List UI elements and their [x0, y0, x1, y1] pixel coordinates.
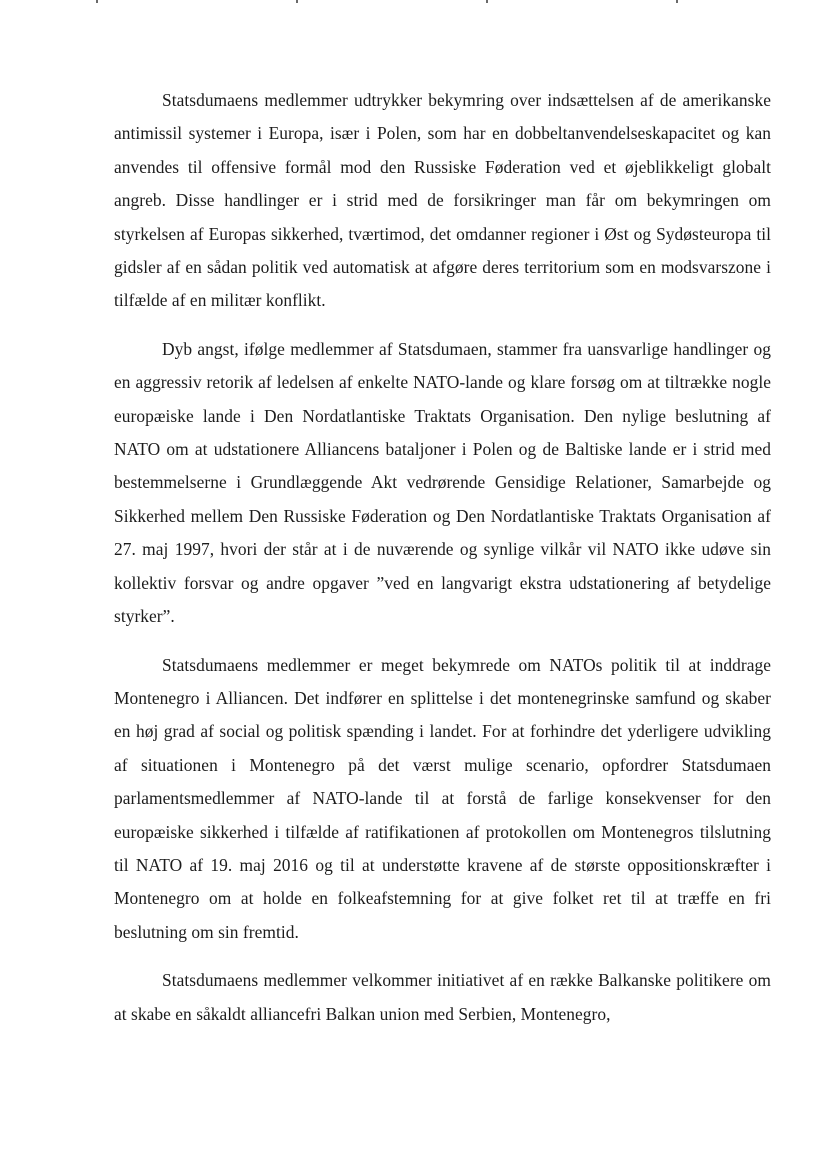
paragraph-balkan-union: Statsdumaens medlemmer velkommer initiativet af en række Balkanske politikere om at skabe en såkaldt alliancefri Balkan union med Serbien, Montenegro, [114, 970, 771, 1024]
document-body [114, 84, 771, 1046]
paragraph-montenegro-accession: Statsdumaens medlemmer er meget bekymrede om NATOs politik til at inddrage Montenegro i Alliancen. Det indfører en splittelse i det montenegrinske samfund og skaber en høj grad af social og politisk spænding i landet. For at forhindre det yderligere udvikling af situationen i Montenegro på det værst mulige scenario, opfordrer Statsdumaen parlamentsmedlemmer af NATO-lande til at forstå de farlige konsekvenser for den europæiske sikkerhed i tilfælde af ratifikationen af protokollen om Montenegros tilslutning til NATO af 19. maj 2016 og til at understøtte kravene af de største oppositionskræfter i Montenegro om at holde en folkeafstemning for at give folket ret til at træffe en fri beslutning om sin fremtid. [114, 654, 771, 942]
scan-top-edge-marks [0, 0, 827, 3]
paragraph-nato-rhetoric: Dyb angst, ifølge medlemmer af Statsdumaen, stammer fra uansvarlige handlinger og en aggressiv retorik af ledelsen af enkelte NATO-lande og klare forsøg om at tiltrække nogle europæiske lande i Den Nordatlantiske Traktats Organisation. Den nylige beslutning af NATO om at udstationere Alliancens bataljoner i Polen og de Baltiske lande er i strid med bestemmelserne i Grundlæggende Akt vedrørende Gensidige Relationer, Samarbejde og Sikkerhed mellem Den Russiske Føderation og Den Nordatlantiske Traktats Organisation af 27. maj 1997, hvori der står at i de nuværende og synlige vilkår vil NATO ikke udøve sin kollektiv forsvar og andre opgaver ”ved en langvarigt ekstra udstationering af betydelige styrker”. [114, 338, 771, 627]
paragraph-antimissile-systems: Statsdumaens medlemmer udtrykker bekymring over indsættelsen af de amerikanske antimissil systemer i Europa, især i Polen, som har en dobbeltanvendelseskapacitet og kan anvendes til offensive formål mod den Russiske Føderation ved et øjeblikkeligt globalt angreb. Disse handlinger er i strid med de forsikringer man får om bekymringen om styrkelsen af Europas sikkerhed, tværtimod, det omdanner regioner i Øst og Sydøsteuropa til gidsler af en sådan politik ved automatisk at afgøre deres territorium som en modsvarszone i tilfælde af en militær konflikt. [114, 90, 771, 311]
